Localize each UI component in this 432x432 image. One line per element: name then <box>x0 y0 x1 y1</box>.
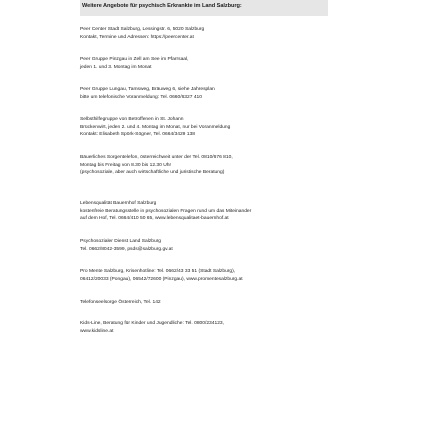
entry-block <box>80 154 360 177</box>
entry-detail: bitte um telefonische Voranmeldung: Tel. 0660/6327 410 <box>80 94 202 100</box>
entry-title: Bäuerliches Sorgentelefon, österreichweit unter der Tel. 0810/676 810, <box>80 155 233 160</box>
entry-detail: Tel. 0662/8042-3599, psds@salzburg.gv.at <box>80 246 173 252</box>
entry-block <box>80 116 360 139</box>
entry-detail: kostenfreie Beratungsstelle in psychosozialen Fragen rund um das Miteinander <box>80 208 252 214</box>
entry-detail: auf dem Hof, Tel. 0664/410 50 65, www.lebensqualitaet-bauernhof.at <box>80 216 229 222</box>
section-heading: Weitere Angebote für psychisch Erkrankte im Land Salzburg: <box>82 3 242 9</box>
entry-title: Lebensqualität Bauernhof Salzburg <box>80 201 157 206</box>
entry-title: Peer Gruppe Lungau, Tamsweg, Bräuweg 6, siehe Jahresplan <box>80 87 215 92</box>
entry-detail: Kontakt: Elisabeth Spörk-Sögner, Tel. 0664/3429 138 <box>80 132 195 138</box>
entry-title: Psychosozialer Dienst Land Salzburg <box>80 239 162 244</box>
entry-detail: Kontakt, Termine und Adressen: https://peercenter.at <box>80 34 194 40</box>
entry-detail: (psychosoziale, aber auch wirtschaftliche und juristische Beratung) <box>80 170 225 176</box>
entry-title: Pro Mente Salzburg, Krisenhotline: Tel. 0662/43 33 51 (Stadt Salzburg), <box>80 269 236 274</box>
entry-detail: Brückenwirt, jeden 2. und 4. Montag im Monat, nur bei Voranmeldung <box>80 124 231 130</box>
entry-title: Telefonseelsorge Österreich, Tel. 142 <box>80 300 161 305</box>
entry-detail: 06412/20033 (Pongau), 06542/72600 (Pinzgau), www.promentesalzburg.at <box>80 276 243 282</box>
entry-block <box>80 238 360 253</box>
entry-block <box>80 26 360 41</box>
entry-detail: www.kidsline.at <box>80 328 114 334</box>
entry-block <box>80 56 360 71</box>
entry-detail: jeden 1. und 3. Montag im Monat <box>80 64 152 70</box>
entry-block <box>80 200 360 223</box>
entry-title: Kids-Line, Beratung für Kinder und Jugendliche: Tel. 0800/234123, <box>80 321 225 326</box>
entry-detail: Montag bis Freitag von 8.30 bis 12.30 Uhr <box>80 162 172 168</box>
entry-block <box>80 299 360 307</box>
entry-title: Selbsthilfegruppe von Betroffenen in St. Johann <box>80 117 184 122</box>
entry-block <box>80 320 360 335</box>
entry-title: Peer Gruppe Pinzgau in Zell am See im Pfarrsaal, <box>80 57 189 62</box>
entry-block <box>80 86 360 101</box>
entry-block <box>80 268 360 283</box>
entry-title: Peer Center Stadt Salzburg, Lessingstr. 6, 5020 Salzburg <box>80 27 205 32</box>
